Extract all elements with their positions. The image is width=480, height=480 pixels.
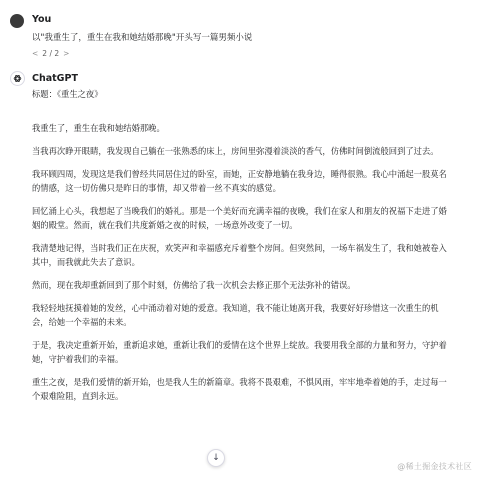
chatgpt-logo-icon [10, 71, 25, 86]
story-paragraph: 我清楚地记得，当时我们正在庆祝，欢笑声和幸福感充斥着整个房间。但突然间，一场车祸发生了，我和她被卷入其中，而我就此失去了意识。 [32, 243, 447, 267]
response-pager [32, 49, 69, 58]
arrow-down-icon: ↓ [212, 453, 220, 463]
scroll-to-bottom-button[interactable] [207, 449, 225, 467]
story-paragraph: 我重生了，重生在我和她结婚那晚。 [32, 123, 165, 133]
story-paragraph: 当我再次睁开眼睛，我发现自己躺在一张熟悉的床上，房间里弥漫着淡淡的香气，仿佛时间倒流般回到了过去。 [32, 146, 439, 156]
pager-label: 2 / 2 [42, 49, 60, 58]
assistant-message-body [32, 87, 452, 412]
story-paragraph: 于是，我决定重新开始，重新追求她，重新让我们的爱情在这个世界上绽放。我要用我全部的力量和努力，守护着她，守护着我们的幸福。 [32, 340, 447, 364]
watermark: @稀土掘金技术社区 [397, 462, 472, 471]
assistant-author-name: ChatGPT [32, 73, 78, 84]
story-paragraph: 回忆涌上心头，我想起了当晚我们的婚礼。那是一个美好而充满幸福的夜晚，我们在家人和朋友的祝福下走进了婚姻的殿堂。然而，就在我们共度新婚之夜的时候，一场意外改变了一切。 [32, 206, 447, 230]
chevron-left-icon[interactable]: < [32, 49, 39, 58]
story-paragraph: 重生之夜，是我们爱情的新开始，也是我人生的新篇章。我将不畏艰难，不惧风雨，牢牢地牵着她的手，走过每一个艰难险阻，直到永远。 [32, 377, 447, 401]
user-avatar [10, 14, 24, 28]
user-author-name: You [32, 14, 52, 25]
story-paragraph: 我环顾四周，发现这是我们曾经共同居住过的卧室，而她，正安静地躺在我身边，睡得很熟。我心中涌起一股莫名的情感，这一切仿佛只是昨日的事情，却又带着一丝不真实的感觉。 [32, 169, 447, 193]
chevron-right-icon[interactable]: > [63, 49, 70, 58]
story-paragraph: 然而，现在我却重新回到了那个时刻，仿佛给了我一次机会去修正那个无法弥补的错误。 [32, 280, 356, 290]
user-message-text: 以"我重生了，重生在我和她结婚那晚"开头写一篇男频小说 [32, 33, 253, 43]
story-title: 标题：《重生之夜》 [32, 89, 103, 99]
story-paragraph: 我轻轻地抚摸着她的发丝，心中涌动着对她的爱意。我知道，我不能让她离开我，我要好好珍惜这一次重生的机会，给她一个幸福的未来。 [32, 303, 439, 327]
